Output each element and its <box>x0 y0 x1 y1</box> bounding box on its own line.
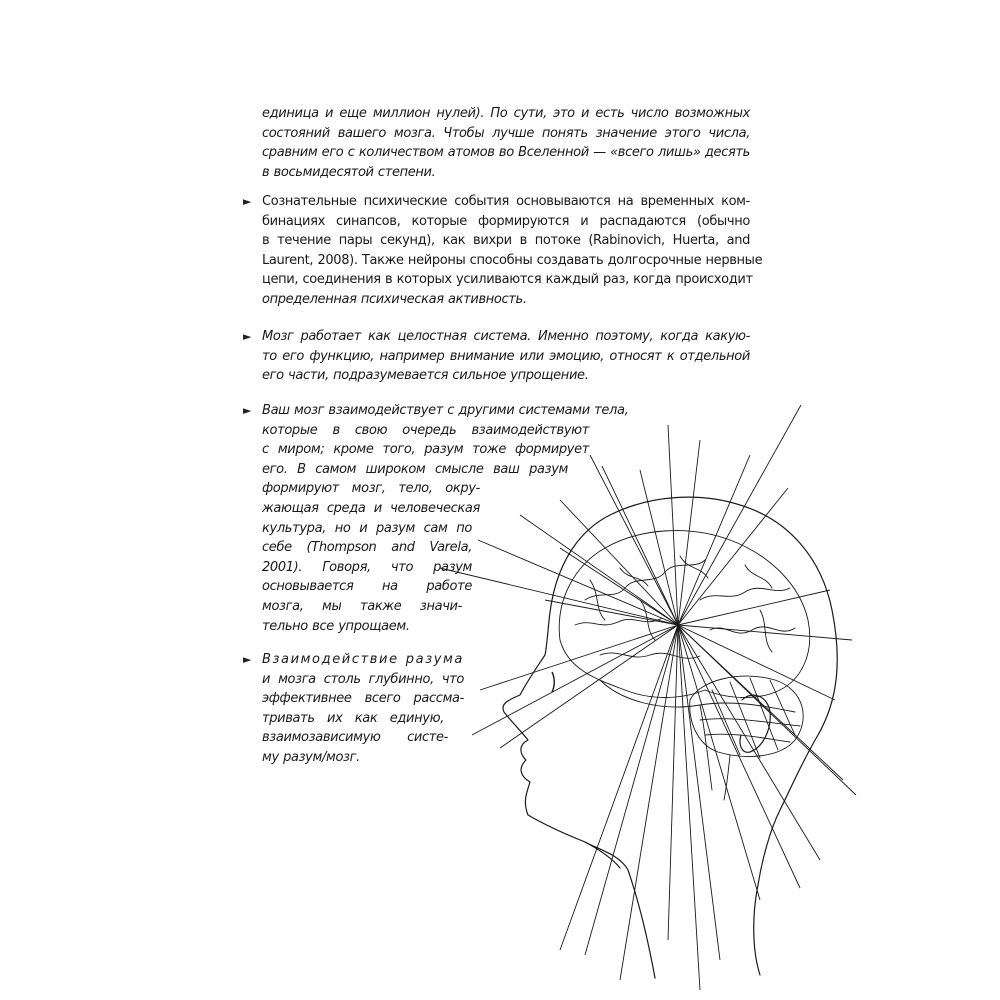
text-line: тривать их как единую, <box>262 710 444 726</box>
text-line: себе (Thompson and Varela, <box>262 540 472 556</box>
text-line: в течение пары секунд), как вихри в потоке (Rabinovich, Huerta, and <box>262 233 750 249</box>
text-line: му разум/мозг. <box>262 749 360 765</box>
bullet-item <box>243 192 763 310</box>
text-line: Мозг работает как целостная система. Именно поэтому, когда какую- <box>262 329 750 344</box>
text-line: Взаимодействие разума <box>262 652 464 667</box>
text-line: которые в свою очередь взаимодействуют <box>262 422 589 438</box>
text-line: Ваш мозг взаимодействует с другими системами тела, <box>262 403 629 418</box>
text-line: Сознательные психические события основываются на временных ком- <box>262 194 750 209</box>
radiating-line <box>678 590 830 625</box>
text-line: состояний вашего мозга. Чтобы лучше понять значение этого числа, <box>262 125 750 141</box>
text-line: культура, но и разум сам по <box>262 520 472 536</box>
text-line: взаимозависимую систе- <box>262 730 448 746</box>
radiating-line <box>678 405 801 625</box>
radiating-line <box>678 488 788 625</box>
text-line: сравним его с количеством атомов во Вселенной — «всего лишь» десять <box>262 145 750 161</box>
intro-paragraph <box>262 104 750 182</box>
radiating-line <box>472 625 678 735</box>
bullet-arrow-icon: ► <box>243 404 252 417</box>
text-line: и мозга столь глубинно, что <box>262 671 464 687</box>
radiating-line <box>560 625 678 950</box>
text-line: то его функцию, например внимание или эмоцию, относят к отдельной <box>262 348 750 364</box>
text-line: тельно все упрощаем. <box>262 618 410 634</box>
text-line: жающая среда и человеческая <box>262 500 480 516</box>
radiating-line <box>678 440 700 625</box>
radiating-line <box>620 625 678 980</box>
radiating-line <box>585 625 678 955</box>
bullet-item <box>243 650 472 768</box>
radiating-line <box>678 625 820 860</box>
text-line: в восьмидесятой степени. <box>262 164 436 180</box>
radiating-line <box>678 625 760 900</box>
radiating-line <box>668 425 678 625</box>
text-line: единица и еще миллион нулей). По сути, это и есть число возможных <box>262 106 750 121</box>
radiating-line <box>668 625 678 940</box>
bullet-arrow-icon: ► <box>243 653 252 666</box>
text-line: его части, подразумевается сильное упрощение. <box>262 368 589 384</box>
text-line: формируют мозг, тело, окру- <box>262 481 480 497</box>
bullet-arrow-icon: ► <box>243 330 252 343</box>
text-line: цепи, соединения в которых усиливаются каждый раз, когда происходит <box>262 272 753 288</box>
radiating-line <box>678 455 750 625</box>
radiating-line <box>678 625 843 780</box>
text-line: Laurent, 2008). Также нейроны способны создавать долгосрочные нервные <box>262 252 763 268</box>
text-line: мозга, мы также значи- <box>262 598 462 614</box>
text-line: определенная психическая активность. <box>262 291 527 307</box>
text-line: бинациях синапсов, которые формируются и распадаются (обычно <box>262 213 750 229</box>
eye <box>552 672 554 692</box>
radiating-line <box>678 625 700 990</box>
text-line: 2001). Говоря, что разум <box>262 559 472 575</box>
bullet-item <box>243 327 750 386</box>
bullet-item <box>243 401 662 636</box>
radiating-line <box>500 625 678 748</box>
text-line: с миром; кроме того, разум тоже формирует <box>262 442 589 458</box>
text-line: основывается на работе <box>262 579 472 595</box>
bullet-arrow-icon: ► <box>243 195 252 208</box>
radiating-line <box>678 625 720 960</box>
text-line: эффективнее всего рассма- <box>262 691 464 707</box>
text-line: его. В самом широком смысле ваш разум <box>262 461 568 477</box>
